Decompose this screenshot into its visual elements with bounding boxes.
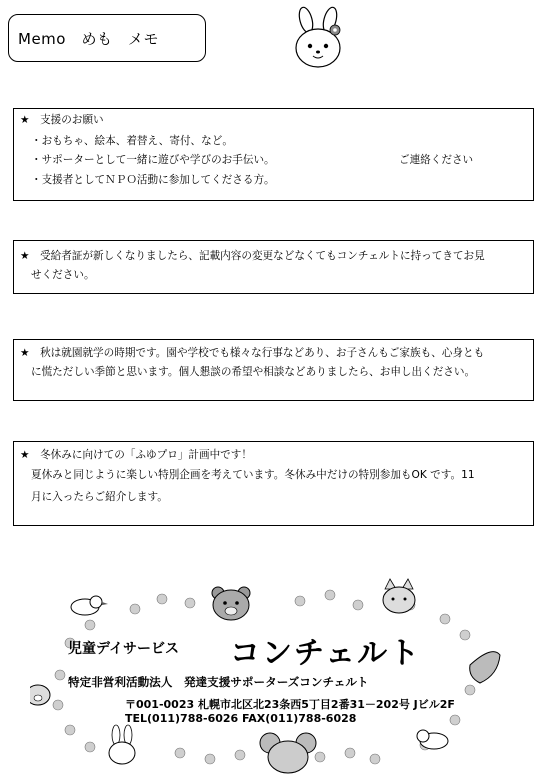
organization-name: 特定非営利活動法人 発達支援サポーターズコンチェルト: [68, 675, 369, 689]
address: 〒001-0023 札幌市北区北23条西5丁目2番31－202号 Jビル2F: [125, 698, 455, 711]
mouse-icon: [470, 652, 500, 683]
phone-fax: TEL(011)788-6026 FAX(011)788-6028: [125, 712, 357, 725]
winter-program-line1: ★ 冬休みに向けての「ふゆプロ」計画中です！: [20, 449, 252, 461]
cat-icon: [383, 579, 415, 613]
autumn-notice-line1: ★ 秋は就園就学の時期です。園や学校でも様々な行事などあり、お子さんもご家族も、心身とも: [20, 347, 485, 359]
support-request-heading: ★ 支援のお願い: [20, 114, 104, 126]
winter-program-line2: 夏休みと同じように楽しい特別企画を考えています。冬休み中だけの特別参加もOK です。11: [31, 469, 475, 481]
support-item-2: ・サポーターとして一緒に遊びや学びのお手伝い。: [31, 154, 275, 166]
bunny-illustration: [286, 6, 358, 70]
certificate-notice-line1: ★ 受給者証が新しくなりましたら、記載内容の変更などなくてもコンチェルトに持ってきてお見: [20, 250, 485, 262]
winter-program-line3: 月に入ったらご紹介します。: [31, 491, 168, 503]
support-item-3: ・支援者としてＮＰＯ活動に参加してくださる方。: [31, 174, 275, 186]
service-type: 児童デイサービス: [68, 641, 180, 657]
memo-title: Memo めも メモ: [18, 30, 159, 48]
bear-icon: [212, 587, 250, 620]
bird-icon: [71, 596, 108, 615]
autumn-notice-line2: に慌ただしい季節と思います。個人懇談の希望や相談などありましたら、お申し出ください。: [31, 366, 476, 378]
mouse-face-icon: [260, 733, 316, 773]
certificate-notice-line2: せください。: [31, 269, 95, 281]
brand-name: コンチェルト: [230, 636, 422, 671]
contact-note: ご連絡ください: [399, 154, 474, 166]
rabbit-icon: [109, 725, 135, 764]
support-item-1: ・おもちゃ、絵本、着替え、寄付、など。: [31, 135, 233, 147]
pig-icon: [30, 685, 50, 705]
